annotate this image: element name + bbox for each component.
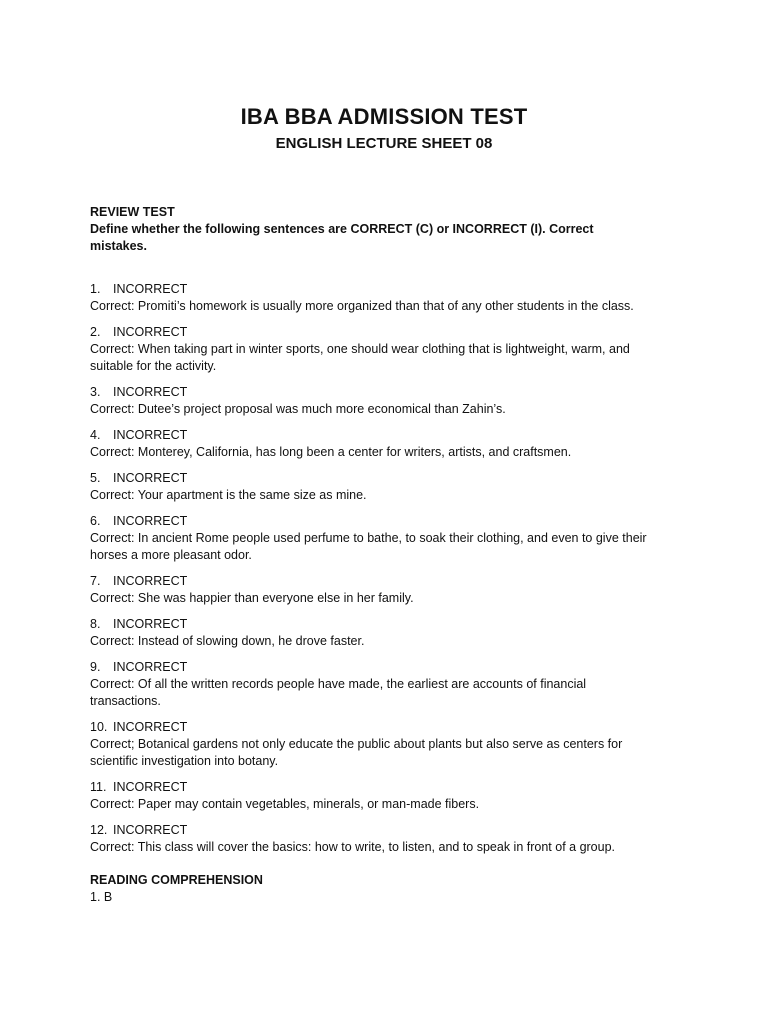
item-number: 12. [90,823,108,837]
item-correction: Correct: In ancient Rome people used perfume to bathe, to soak their clothing, and even to give their horses a more pleasant odor. [90,531,647,562]
page-subtitle: ENGLISH LECTURE SHEET 08 [275,135,493,152]
item-number: 2. [90,325,101,339]
item-correction: Correct: Monterey, California, has long been a center for writers, artists, and craftsmen. [90,445,572,459]
list-item [90,659,650,710]
item-correction: Correct: When taking part in winter sports, one should wear clothing that is lightweight, warm, and suitable for the activity. [90,342,630,373]
item-correction: Correct; Botanical gardens not only educate the public about plants but also serve as centers for scientific investigation into botany. [90,737,623,768]
list-item [90,281,650,315]
document-body [90,204,650,906]
list-item [90,470,650,504]
item-verdict: INCORRECT [113,574,188,588]
item-correction: Correct: Paper may contain vegetables, minerals, or man-made fibers. [90,797,480,811]
list-item [90,384,650,418]
item-verdict: INCORRECT [113,720,188,734]
item-number: 11. [90,780,107,794]
item-correction: Correct: This class will cover the basics: how to write, to listen, and to speak in front of a group. [90,840,616,854]
item-number: 4. [90,428,101,442]
item-number: 6. [90,514,101,528]
item-correction: Correct: Your apartment is the same size as mine. [90,488,367,502]
list-item [90,324,650,375]
item-correction: Correct: Instead of slowing down, he drove faster. [90,634,365,648]
review-instructions: Define whether the following sentences are CORRECT (C) or INCORRECT (I). Correct mistakes. [90,222,594,253]
item-verdict: INCORRECT [113,282,188,296]
review-test-heading: REVIEW TEST [90,205,175,219]
item-verdict: INCORRECT [113,385,188,399]
item-verdict: INCORRECT [113,617,188,631]
item-number: 7. [90,574,101,588]
list-item [90,573,650,607]
item-verdict: INCORRECT [113,660,188,674]
item-verdict: INCORRECT [113,428,188,442]
item-number: 5. [90,471,101,485]
item-number: 3. [90,385,101,399]
item-correction: Correct: Of all the written records people have made, the earliest are accounts of financial transactions. [90,677,587,708]
reading-comprehension-heading: READING COMPREHENSION [90,873,263,887]
reading-answer: 1. B [90,890,113,904]
list-item [90,779,650,813]
answer-list [90,281,650,856]
list-item [90,513,650,564]
item-verdict: INCORRECT [113,471,188,485]
list-item [90,427,650,461]
item-number: 10. [90,720,108,734]
item-verdict: INCORRECT [113,823,188,837]
item-number: 9. [90,660,101,674]
list-item [90,719,650,770]
item-verdict: INCORRECT [113,325,188,339]
item-correction: Correct: Dutee’s project proposal was much more economical than Zahin’s. [90,402,506,416]
page-title: IBA BBA ADMISSION TEST [240,104,528,129]
list-item [90,616,650,650]
item-correction: Correct: Promiti’s homework is usually more organized than that of any other students in the class. [90,299,634,313]
list-item [90,822,650,856]
item-verdict: INCORRECT [113,780,188,794]
item-number: 1. [90,282,101,296]
item-verdict: INCORRECT [113,514,188,528]
item-correction: Correct: She was happier than everyone else in her family. [90,591,414,605]
item-number: 8. [90,617,101,631]
